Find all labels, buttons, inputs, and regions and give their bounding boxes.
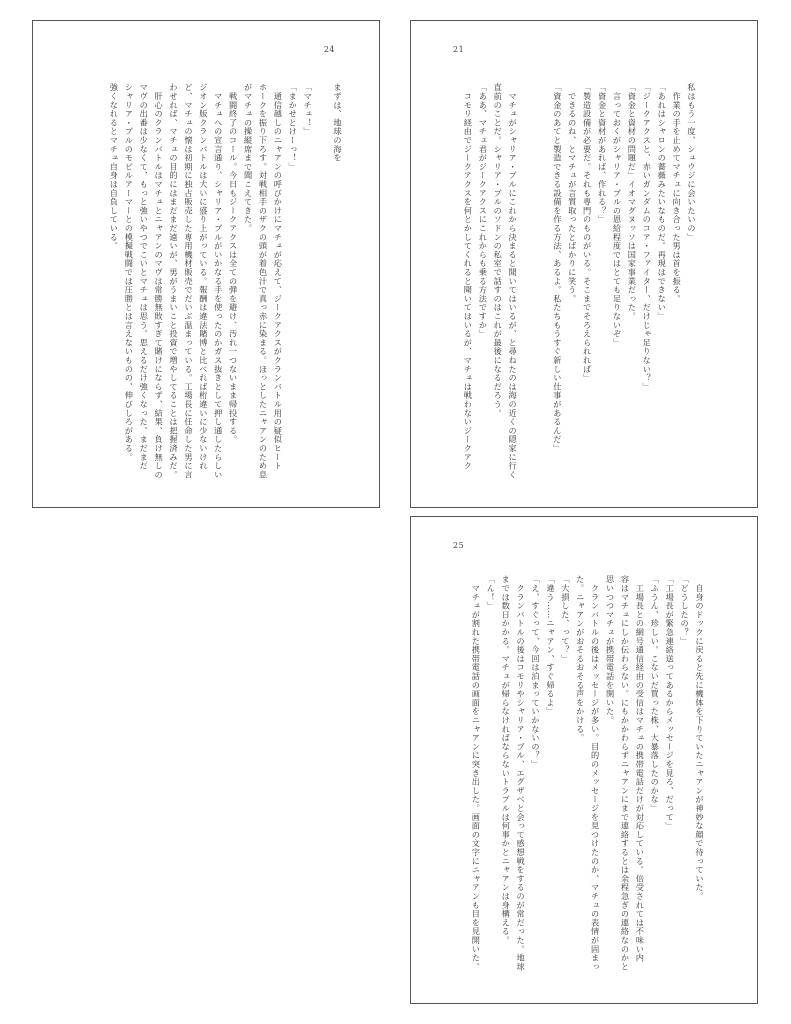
text-line: 「違う……ニャアン、すぐ帰るよ」 <box>545 575 556 716</box>
page-body-text <box>469 575 708 995</box>
text-line: がマチュの操縦席まで聞こえてきた。 <box>243 83 254 233</box>
text-line: 肝心のクランバトルはマチュとニャアンのマヴは常勝無敗すぎて賭けにならず、結果、負け無しの <box>154 83 165 479</box>
text-line: までは数日かかる。マチュが帰らなければならないトラブルは何事かとニャアンは身構える。 <box>501 575 512 945</box>
text-line: わせれば、マチュの目的にはまだまだ遠いが、男がうまいこと投資で増やしてることは把握済みだ。 <box>169 83 180 479</box>
book-page-21 <box>410 20 758 508</box>
page-body-text <box>461 83 700 503</box>
text-line: 「マチュ！」 <box>303 83 314 136</box>
text-line: 「製造設備が必要だ。それも専門のものがいる。そこまでそろえられれば」 <box>582 83 593 383</box>
text-line: マヴの出番は少なくて、もっと強いやつでこいとマチュは思う。思えるだけ強くなった。まだまだ <box>139 83 150 471</box>
text-line: マチュがシャリア・ブルにこれから決まると聞いてはいるが、と尋ねたのは海の近くの隠家に行く <box>508 83 519 479</box>
text-line: 通信越しのニャアンの呼びかけにマチュが応えて、ジークアクスがクランバトル用の疑似ヒート <box>273 83 284 471</box>
text-line: できるのね、とマチュが言質取ったとばかりに笑う。 <box>567 83 578 303</box>
text-line <box>535 83 550 503</box>
text-line: 強くなれるとマチュ自身は自負している。 <box>109 83 120 251</box>
text-line: 戦闘終了のコール。今日もジークアクスは全ての弾を避け、汚れ一つないまま帰投する。 <box>228 83 239 444</box>
text-line: 「ん！」 <box>486 575 497 611</box>
text-line: まずは、地球の海を <box>333 83 343 163</box>
text-line: 「まかせとけーっ！」 <box>288 83 299 171</box>
text-line: クランバトルの後はコモリやシャリア・ブル、エグザベと会って感想戦をするのが常だった。地球 <box>516 575 527 971</box>
text-line: 「ふうん、珍しい。こないだ買った株、大暴落したのかな」 <box>650 575 661 813</box>
text-line: 自身のドックに戻ると先に機体を下りていたニャアンが神妙な顔で待っていた。 <box>695 575 705 901</box>
text-line: 「工場長が緊急連絡送ってあるからメッセージを見ろ、だって」 <box>665 575 676 831</box>
book-page-25 <box>410 516 758 1004</box>
page-body-text <box>107 83 346 503</box>
text-line: 作業の手を止めてマチュに向き合った男は首を振る。 <box>672 83 683 303</box>
text-line: ホークを振り下ろす。対戦相手のザクの頭が着色汁で真っ赤に染まる。ほっとしたニャアンのため息 <box>258 83 269 479</box>
page-number: 21 <box>453 45 465 54</box>
text-line: 「ああ、マチュ君がジークアクスにこれからも乗る方法ですか」 <box>478 83 489 339</box>
text-line: 「資金のあてと製造できる設備を作る方法、あるよ。私たちもうすぐ新しい仕事があるんだ」 <box>552 83 563 453</box>
text-line: クランバトルの後はメッセージが多い。目的のメッセージを見つけたのか、マチュの表情が固まっ <box>590 575 601 971</box>
text-line: 直前のことだ。シャリア・ブルのソドンの私室で話すのはこれが最後になるだろう。 <box>493 83 504 418</box>
page-number: 25 <box>453 541 465 550</box>
text-line: 「あれはシャロンの薔薇みたいなものだ。再現はできない」 <box>657 83 668 321</box>
text-line: 「ジークアクスと、赤いガンダムのコア・ファイター、だけじゃ足りない？」 <box>642 83 653 391</box>
text-line: マチュへの宣言通り、シャリア・ブルがいかなる手を使ったのかガス抜きとして押し通したらしい <box>213 83 224 479</box>
text-line: ど、マチュの懐は初期に独占販売した専用機材販売でだいぶ温まっている。工場長に任命した男に言 <box>183 83 194 479</box>
text-line: 「資金と資材の問題だ」イオマグヌッソは国家事業だった。 <box>627 83 638 321</box>
book-page-24 <box>32 20 380 508</box>
page-number: 24 <box>323 45 335 54</box>
text-line: た。ニャアンがおそるおそる声をかける。 <box>575 575 586 743</box>
text-line <box>520 83 535 503</box>
text-line: 容はマチュにしか伝わらない。にもかかわらずニャアンにまで連絡するとは余程急ぎの連絡なのかと <box>620 575 631 971</box>
text-line: ジオン版クランバトルは大いに盛り上がっている。報酬は違法賭博と比べれば桁違いに少ないけれ <box>198 83 209 471</box>
text-line: 私はもう一度、シュウジに会いたいの」 <box>687 83 697 242</box>
text-line: 「資金と資材があれば、作れる？」 <box>597 83 608 224</box>
text-line: 工場長との網号通信経由の受信はマチュの携帯電話だけが対応している。倍受されては不味い内 <box>635 575 646 963</box>
text-line: 「え、すぐって、今回は泊まっていかないの？」 <box>531 575 542 769</box>
text-line <box>315 83 330 503</box>
text-line: 言っておくがシャリア・ブルの恩給程度ではとても足りないぞ」 <box>612 83 623 347</box>
text-line: 「大損した、って？」 <box>560 575 571 663</box>
text-line: マチュが割れた携帯電話の画面をニャアンに突き出した。画面の文字にニャアンも目を見開いた。 <box>471 575 482 971</box>
text-line: コモリ経由でジークアクスを何とかしてくれると聞いてはいるが、マチュは戦わないジークアク <box>463 83 474 471</box>
text-line: 「どうしたの？」 <box>680 575 691 646</box>
text-line: シャリア・ブルのモビルアーマーとの模擬戦闘では圧勝とは言えないものの、伸びしろがある。 <box>124 83 135 462</box>
text-line: 思いつつマチュが携帯電話を開いた。 <box>605 575 616 725</box>
